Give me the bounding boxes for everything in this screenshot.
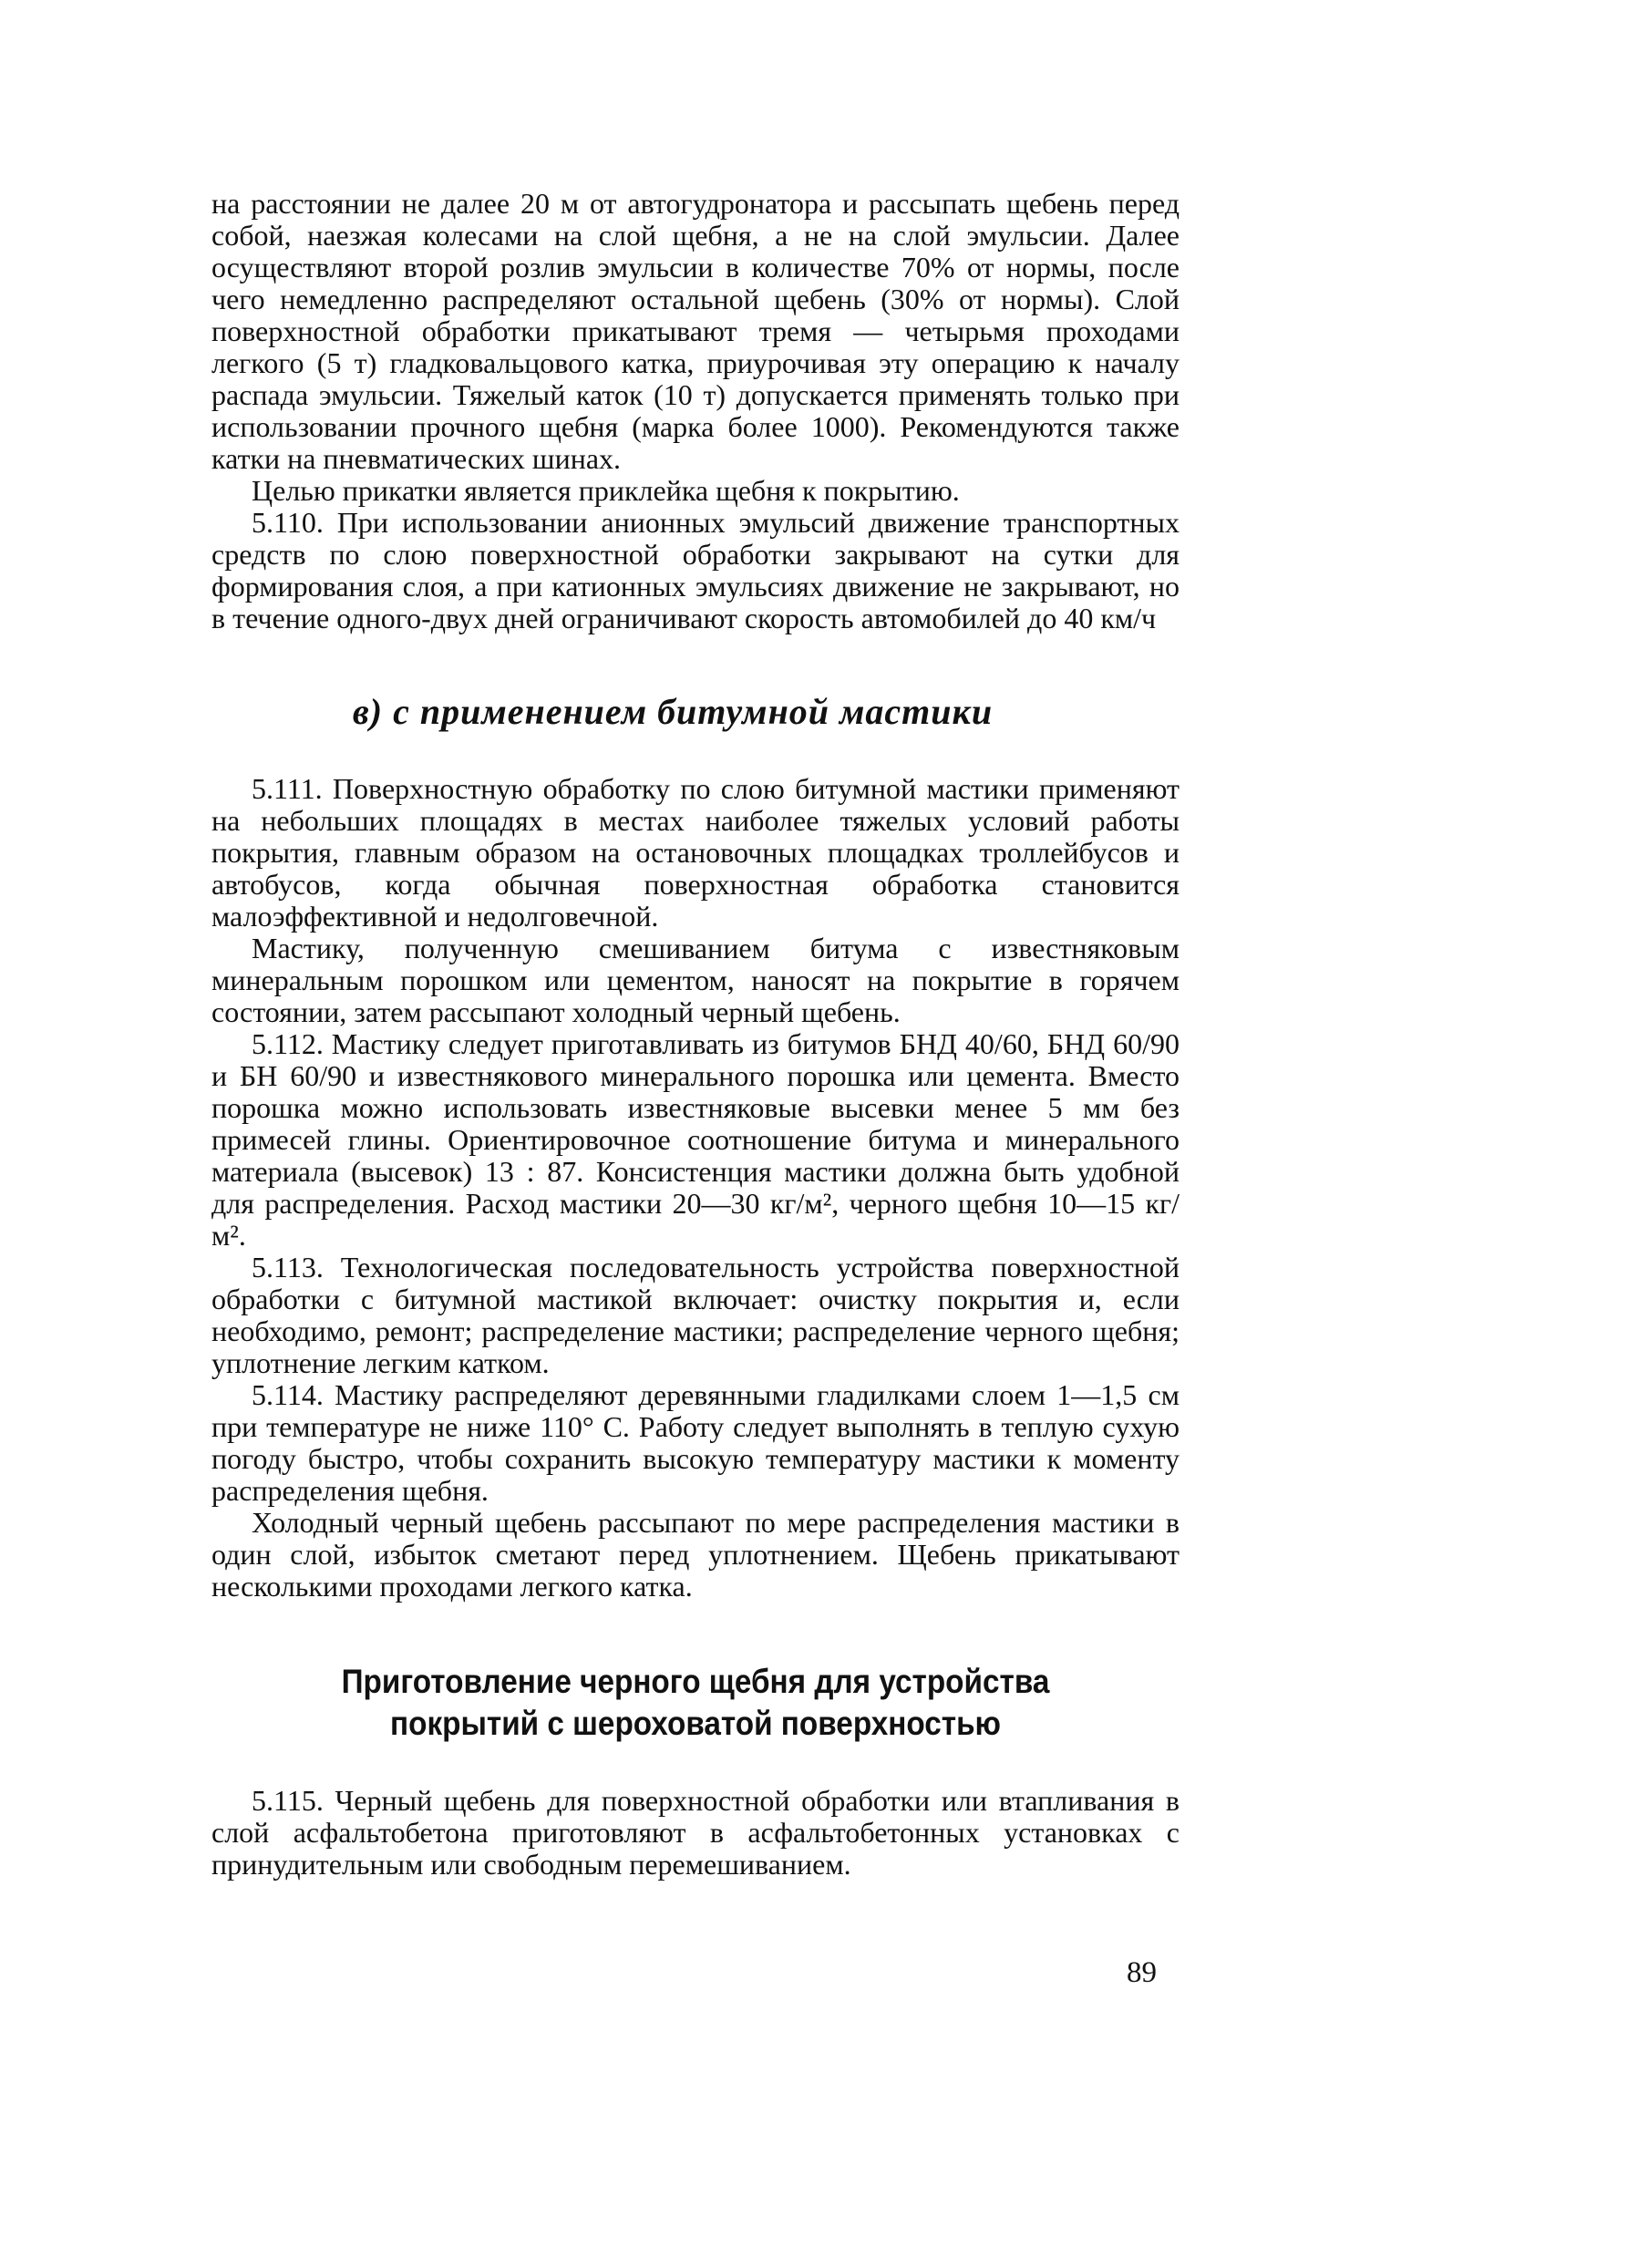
paragraph-5-110: 5.110. При использовании анионных эмульсий движение транспортных средств по слою поверхностной обработки закрывают на сутки для формирования слоя, а при катионных эмульсиях движение не закрывают, но в течение одного-двух дней ограничивают скорость автомобилей до 40 км/ч [211, 506, 1180, 634]
paragraph-continuation: на расстоянии не далее 20 м от автогудронатора и рассыпать щебень перед собой, наезжая колесами на слой щебня, а не на слой эмульсии. Далее осуществляют второй розлив эмульсии в количестве 70% от нормы, после чего немедленно распределяют остальной щебень (30% от нормы). Слой поверхностной обработки прикатывают тремя — четырьмя проходами легкого (5 т) гладковальцового катка, приурочивая эту операцию к началу распада эмульсии. Тяжелый каток (10 т) допускается применять только при использовании прочного щебня (марка более 1000). Рекомендуются также катки на пневматических шинах. [211, 187, 1180, 475]
paragraph-5-115: 5.115. Черный щебень для поверхностной обработки или втапливания в слой асфальтобетона приготовляют в асфальтобетонных установках с принудительным или свободным перемешиванием. [211, 1784, 1180, 1881]
paragraph-mastic-application: Мастику, полученную смешиванием битума с известняковым минеральным порошком или цементом, наносят на покрытие в горячем состоянии, затем рассыпают холодный черный щебень. [211, 932, 1180, 1028]
paragraph-5-114: 5.114. Мастику распределяют деревянными гладилками слоем 1—1,5 см при температуре не ниже 110° С. Работу следует выполнять в теплую сухую погоду быстро, чтобы сохранить высокую температуру мастики к моменту распределения щебня. [211, 1378, 1180, 1507]
document-page [211, 188, 1180, 1881]
paragraph-5-111: 5.111. Поверхностную обработку по слою битумной мастики применяют на небольших площадях в местах наиболее тяжелых условий работы покрытия, главным образом на остановочных площадках троллейбусов и автобусов, когда обычная поверхностная обработка становится малоэффективной и недолговечной. [211, 772, 1180, 933]
paragraph-rolling-purpose: Целью прикатки является приклейка щебня к покрытию. [252, 474, 960, 507]
section-title-line-2: покрытий с шероховатой поверхностью [389, 1705, 1001, 1742]
page-number: 89 [1127, 1956, 1157, 1989]
paragraph-cold-black-crushed-stone: Холодный черный щебень рассыпают по мере распределения мастики в один слой, избыток сметают перед уплотнением. Щебень прикатывают несколькими проходами легкого катка. [211, 1506, 1180, 1603]
subheading-bitumen-mastic: в) с применением битумной мастики [352, 691, 994, 732]
paragraph-5-112: 5.112. Мастику следует приготавливать из битумов БНД 40/60, БНД 60/90 и БН 60/90 и известнякового минерального порошка или цемента. Вместо порошка можно использовать известняковые высевки менее 5 мм без примесей глины. Ориентировочное соотношение битума и минерального материала (высевок) 13 : 87. Консистенция мастики должна быть удобной для распределения. Расход мастики 20—30 кг/м², черного щебня 10—15 кг/м². [211, 1027, 1180, 1252]
section-title-line-1: Приготовление черного щебня для устройства [341, 1663, 1050, 1700]
paragraph-5-113: 5.113. Технологическая последовательность устройства поверхностной обработки с битумной мастикой включает: очистку покрытия и, если необходимо, ремонт; распределение мастики; распределение черного щебня; уплотнение легким катком. [211, 1251, 1180, 1379]
section-title [260, 1661, 1131, 1745]
